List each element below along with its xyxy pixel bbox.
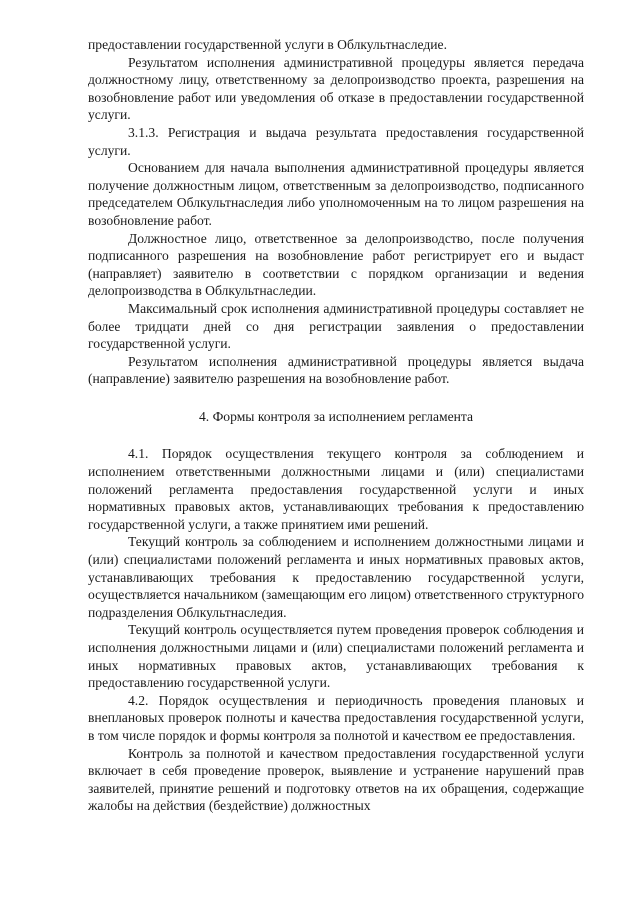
paragraph: Результатом исполнения административной процедуры является выдача (направление) заявителю разрешения на возобновление работ. bbox=[88, 353, 584, 387]
paragraph: Контроль за полнотой и качеством предоставления государственной услуги включает в себя проведение проверок, выявление и устранение нарушений прав заявителей, принятие решений и подготовку ответов на их обращения, содержащие жалобы на действия (бездействие) должностных bbox=[88, 745, 584, 814]
paragraph: Текущий контроль за соблюдением и исполнением должностными лицами и (или) специалистами положений регламента и иных нормативных правовых актов, устанавливающих требования к предоставлению государственной услуги, осуществляется начальником (замещающим его лицом) ответственного структурного подразделения Облкультнаследия. bbox=[88, 534, 584, 620]
paragraph: 4.1. Порядок осуществления текущего контроля за соблюдением и исполнением ответственными должностными лицами и (или) специалистами положений регламента предоставления государственной услуги и иных нормативных правовых актов, устанавливающих требования к предоставлению государственной услуги, а также принятием ими решений. bbox=[88, 446, 584, 532]
paragraph: 4.2. Порядок осуществления и периодичность проведения плановых и внеплановых проверок полноты и качества предоставления государственной услуги, в том числе порядок и формы контроля за полнотой и качеством ее предоставления. bbox=[88, 692, 584, 743]
spacer bbox=[88, 388, 584, 408]
paragraph: Текущий контроль осуществляется путем проведения проверок соблюдения и исполнения должностными лицами и (или) специалистами положений регламента и иных нормативных правовых актов, устанавливающих требования к предоставлению государственной услуги. bbox=[88, 622, 584, 691]
paragraph: 3.1.3. Регистрация и выдача результата предоставления государственной услуги. bbox=[88, 124, 584, 158]
paragraph: Максимальный срок исполнения административной процедуры составляет не более тридцати дней со дня регистрации заявления о предоставлении государственной услуги. bbox=[88, 300, 584, 352]
paragraph: Основанием для начала выполнения административной процедуры является получение должностным лицом, ответственным за делопроизводство, подписанного председателем Облкультнаследия либо уполномоченным на то лицом разрешения на возобновление работ. bbox=[88, 160, 584, 228]
spacer bbox=[88, 425, 584, 445]
paragraph: Результатом исполнения административной процедуры является передача должностному лицу, ответственному за делопроизводство проекта, разрешения на возобновление работ или уведомления об отказе в предоставлении государственной услуги. bbox=[88, 54, 584, 123]
section-heading: 4. Формы контроля за исполнением регламента bbox=[198, 408, 474, 424]
document-body bbox=[88, 36, 584, 815]
paragraph: Должностное лицо, ответственное за делопроизводство, после получения подписанного разрешения на возобновление работ регистрирует его и выдаст (направляет) заявителю в соответствии с порядком организации и ведения делопроизводства в Облкультнаследии. bbox=[88, 230, 584, 299]
paragraph: предоставлении государственной услуги в Облкультнаследие. bbox=[88, 37, 447, 52]
